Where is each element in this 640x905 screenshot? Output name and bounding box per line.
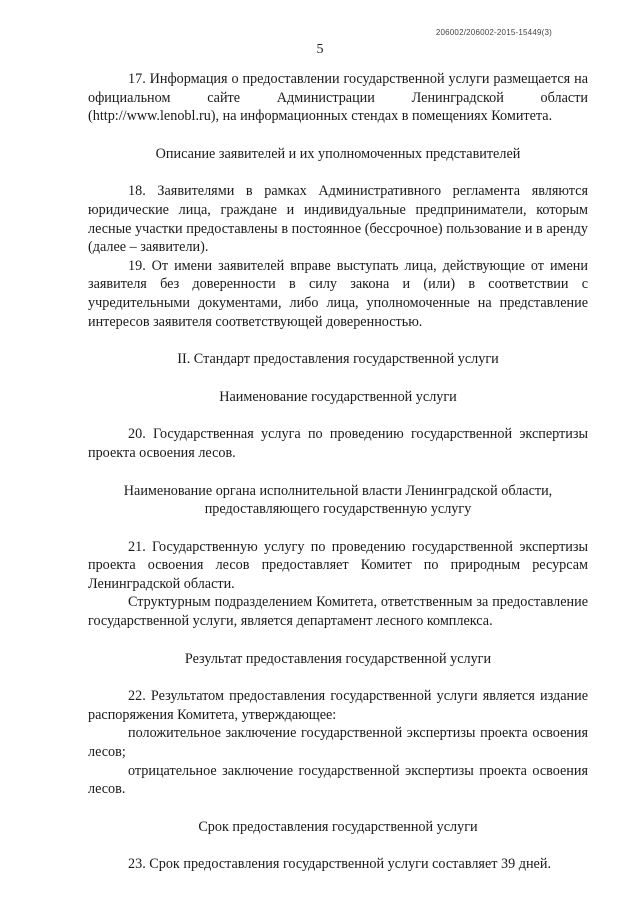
heading-authority-line-2: предоставляющего государственную услугу [204, 501, 472, 518]
document-body [88, 70, 588, 874]
paragraph-21-department: Структурным подразделением Комитета, ответственным за предоставление государственной услуги, является департамент лесного комплекса. [88, 594, 588, 630]
paragraph-18: 18. Заявителями в рамках Административного регламента являются юридические лица, граждане и индивидуальные предприниматели, которым лесные участки предоставлены в постоянное (бессрочное) пользование и в аренду (далее – заявители). [88, 183, 588, 256]
heading-authority-line-1: Наименование органа исполнительной власти Ленинградской области, [123, 482, 553, 499]
page-number: 5 [316, 42, 324, 57]
paragraph-19: 19. От имени заявителей вправе выступать лица, действующие от имени заявителя без доверенности в силу закона и (или) в соответствии с учредительными документами, либо лица, уполномоченные на представление интересов заявителя соответствующей доверенностью. [88, 257, 588, 330]
paragraph-20: 20. Государственная услуга по проведению государственной экспертизы проекта освоения лесов. [88, 426, 588, 461]
paragraph-22-negative: отрицательное заключение государственной экспертизы проекта освоения лесов. [88, 762, 588, 798]
heading-applicants: Описание заявителей и их уполномоченных представителей [155, 145, 521, 162]
paragraph-21: 21. Государственную услугу по проведению государственной экспертизы проекта освоения лесов предоставляет Комитет по природным ресурсам Ленинградской области. [88, 538, 588, 592]
paragraph-23: 23. Срок предоставления государственной услуги составляет 39 дней. [128, 856, 551, 873]
heading-service-name: Наименование государственной услуги [219, 388, 457, 405]
heading-section-2: II. Стандарт предоставления государственной услуги [177, 351, 499, 368]
document-id: 206002/206002-2015-15449(3) [435, 28, 552, 37]
paragraph-22: 22. Результатом предоставления государственной услуги является издание распоряжения Комитета, утверждающее: [88, 688, 588, 723]
paragraph-17: 17. Информация о предоставлении государственной услуги размещается на официальном сайте Администрации Ленинградской области (http://www.lenobl.ru), на информационных стендах в помещениях Комитета. [88, 71, 588, 125]
paragraph-22-positive: положительное заключение государственной экспертизы проекта освоения лесов; [88, 725, 588, 761]
heading-term: Срок предоставления государственной услуги [198, 818, 478, 835]
heading-result: Результат предоставления государственной услуги [184, 650, 492, 667]
